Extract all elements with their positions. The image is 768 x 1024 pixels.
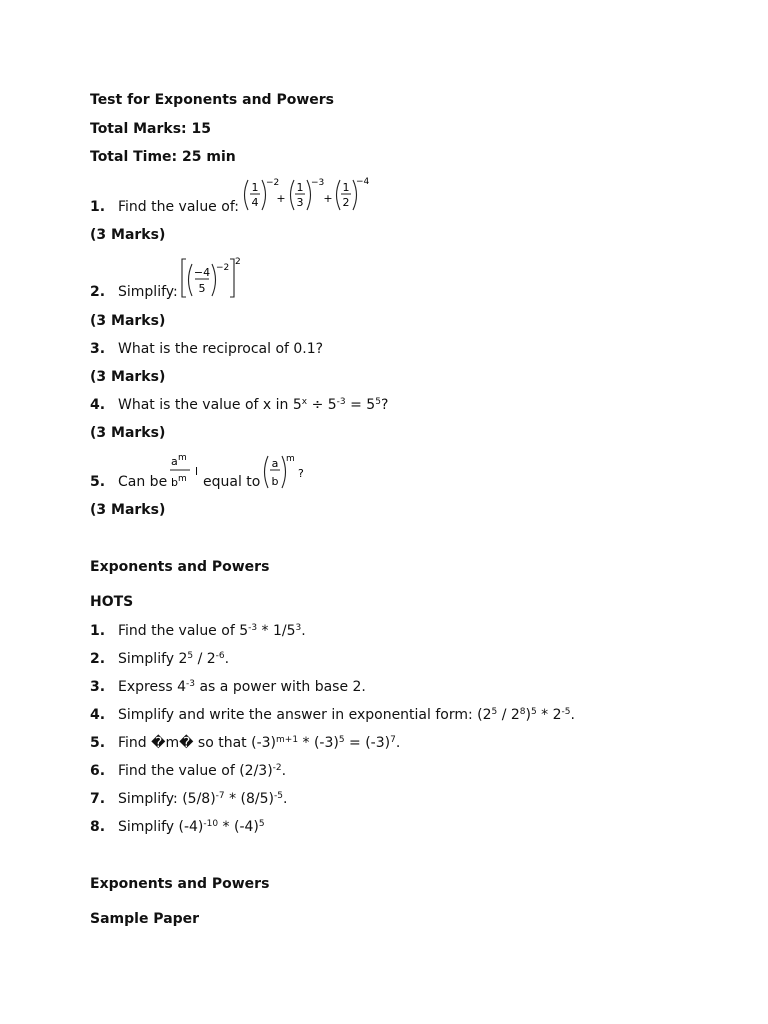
hots-item: 2. Simplify $2^5 / 2^{-6}$. — [90, 651, 230, 667]
svg-text:b: b — [271, 475, 279, 488]
question-number: 1. — [90, 199, 106, 215]
question-2 — [90, 283, 178, 301]
marks-label: (3 Marks) — [90, 313, 166, 329]
svg-text:−4: −4 — [356, 177, 370, 187]
q1-term-3 — [337, 177, 370, 210]
marks-label: (3 Marks) — [90, 502, 166, 518]
total-marks: Total Marks: 15 — [90, 121, 212, 137]
svg-text:3: 3 — [296, 196, 304, 209]
section-subheading: HOTS — [90, 594, 134, 610]
question-3 — [90, 340, 323, 358]
svg-text:m: m — [178, 474, 187, 484]
hots-item: 1. Find the value of $5^{-3} * 1/5^3$. — [90, 623, 306, 639]
q1-term-2 — [291, 178, 325, 210]
hots-item: 5. Find �m� so that $(-3)^{m+1} * (-3)^5 = (-3)^7$. — [90, 735, 401, 751]
test-title: Test for Exponents and Powers — [90, 92, 334, 108]
section-heading: Exponents and Powers — [90, 876, 270, 892]
question-number: 4. — [90, 397, 106, 413]
question-1 — [90, 198, 239, 216]
svg-text:m: m — [178, 453, 187, 463]
svg-text:5: 5 — [198, 282, 206, 295]
hots-item: 4. Simplify and write the answer in exponential form: $(2^5 / 2^8)^5 * 2^{-5}$. — [90, 707, 575, 723]
section-subheading: Sample Paper — [90, 911, 200, 927]
marks-label: (3 Marks) — [90, 227, 166, 243]
svg-text:l: l — [195, 465, 199, 478]
hots-item: 3. Express $4^{-3}$ as a power with base 2. — [90, 679, 366, 695]
svg-text:a: a — [171, 455, 178, 468]
question-text: What is the reciprocal of 0.1? — [118, 341, 324, 357]
svg-text:?: ? — [298, 467, 304, 480]
hots-item: 7. Simplify: $(5/8)^{-7} * (8/5)^{-5}$. — [90, 791, 288, 807]
question-4: 4. What is the value of x in $5^x \div 5^{-3} = 5^5$? — [90, 397, 389, 413]
marks-label: (3 Marks) — [90, 425, 166, 441]
marks-label: (3 Marks) — [90, 369, 166, 385]
svg-text:2: 2 — [235, 257, 241, 267]
hots-item: 6. Find the value of $(2/3)^{-2}$. — [90, 763, 287, 779]
plus-sign: + — [323, 192, 333, 205]
q1-expression — [240, 174, 370, 220]
svg-text:2: 2 — [342, 196, 350, 209]
q5-right-fraction — [260, 450, 308, 496]
question-5: 5. Can be — [90, 474, 168, 490]
section-heading: Exponents and Powers — [90, 559, 270, 575]
svg-text:1: 1 — [296, 181, 304, 194]
question-number: 3. — [90, 341, 106, 357]
svg-text:4: 4 — [251, 196, 259, 209]
svg-text:1: 1 — [342, 181, 350, 194]
svg-text:−2: −2 — [216, 263, 230, 273]
q5-mid-text: equal to — [203, 474, 261, 490]
question-text: Find the value of: — [118, 199, 239, 215]
q2-expression — [178, 254, 248, 304]
svg-text:b: b — [171, 476, 178, 489]
question-number: 5. — [90, 474, 106, 490]
svg-text:a: a — [271, 457, 279, 470]
question-text: Simplify: — [118, 284, 178, 300]
svg-text:−3: −3 — [311, 178, 325, 188]
total-time: Total Time: 25 min — [90, 149, 236, 165]
question-number: 2. — [90, 284, 106, 300]
q5-left-fraction — [168, 450, 202, 496]
svg-text:−4: −4 — [193, 266, 211, 279]
q1-term-1 — [245, 178, 280, 210]
svg-text:−2: −2 — [266, 178, 280, 188]
svg-text:1: 1 — [251, 181, 259, 194]
hots-item: 8. Simplify $(-4)^{-10} * (-4)^5$ — [90, 819, 265, 835]
svg-text:m: m — [286, 454, 295, 464]
plus-sign: + — [276, 192, 286, 205]
